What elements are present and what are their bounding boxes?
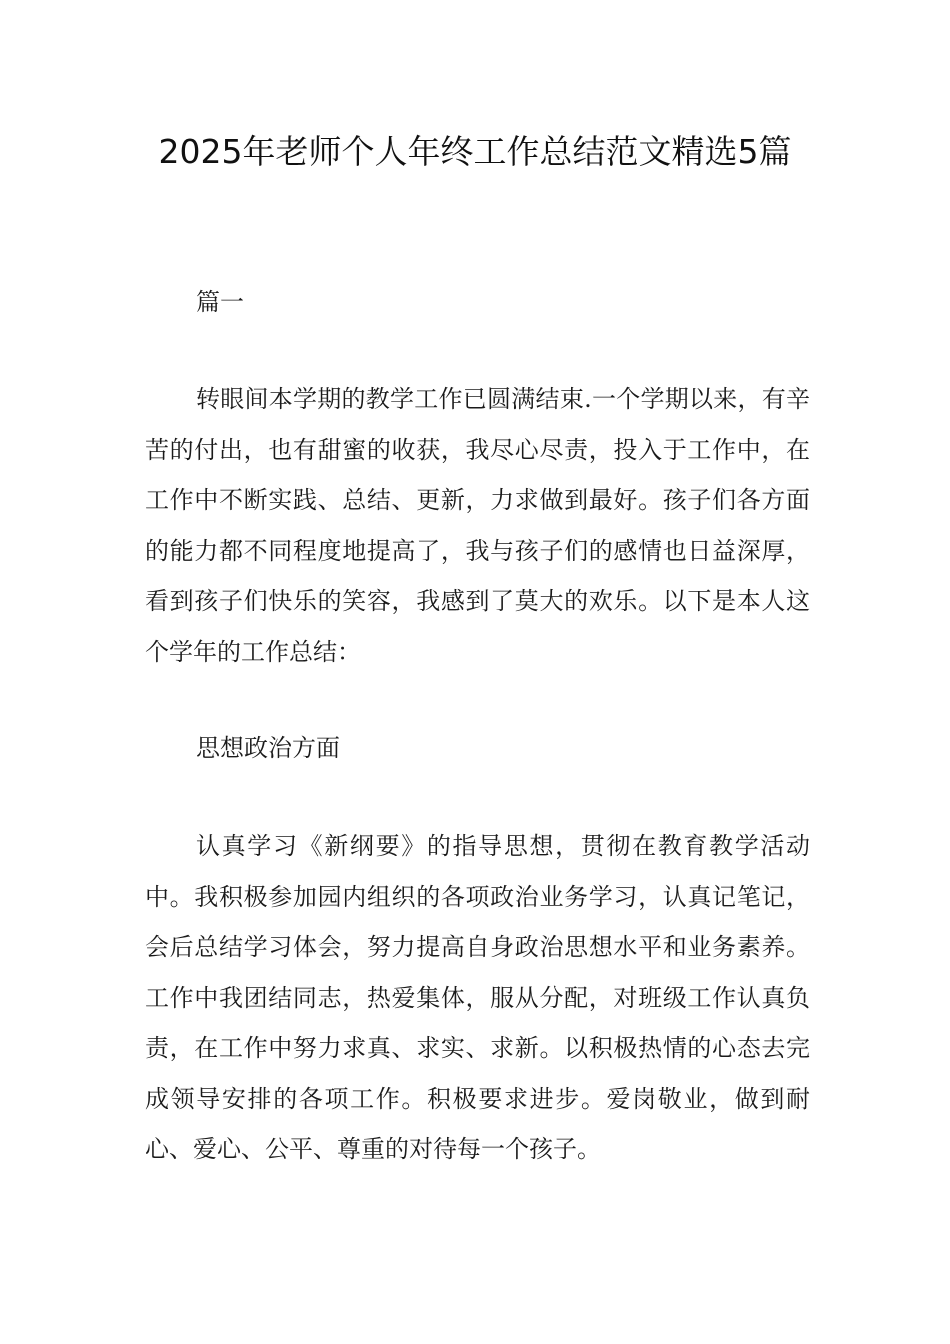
body-paragraph: 认真学习《新纲要》的指导思想，贯彻在教育教学活动中。我积极参加园内组织的各项政治业务学习，认真记笔记，会后总结学习体会，努力提高自身政治思想水平和业务素养。工作中我团结同志，热爱集体，服从分配，对班级工作认真负责，在工作中努力求真、求实、求新。以积极热情的心态去完成领导安排的各项工作。积极要求进步。爱岗敬业，做到耐心、爱心、公平、尊重的对待每一个孩子。 bbox=[145, 832, 810, 1163]
section-label: 篇一 bbox=[196, 288, 244, 316]
document-title: 2025年老师个人年终工作总结范文精选5篇 bbox=[158, 132, 792, 171]
subheading-ideology: 思想政治方面 bbox=[196, 734, 340, 762]
intro-paragraph: 转眼间本学期的教学工作已圆满结束.一个学期以来，有辛苦的付出，也有甜蜜的收获，我尽心尽责，投入于工作中，在工作中不断实践、总结、更新，力求做到最好。孩子们各方面的能力都不同程度地提高了，我与孩子们的感情也日益深厚，看到孩子们快乐的笑容，我感到了莫大的欢乐。以下是本人这个学年的工作总结： bbox=[145, 385, 810, 666]
